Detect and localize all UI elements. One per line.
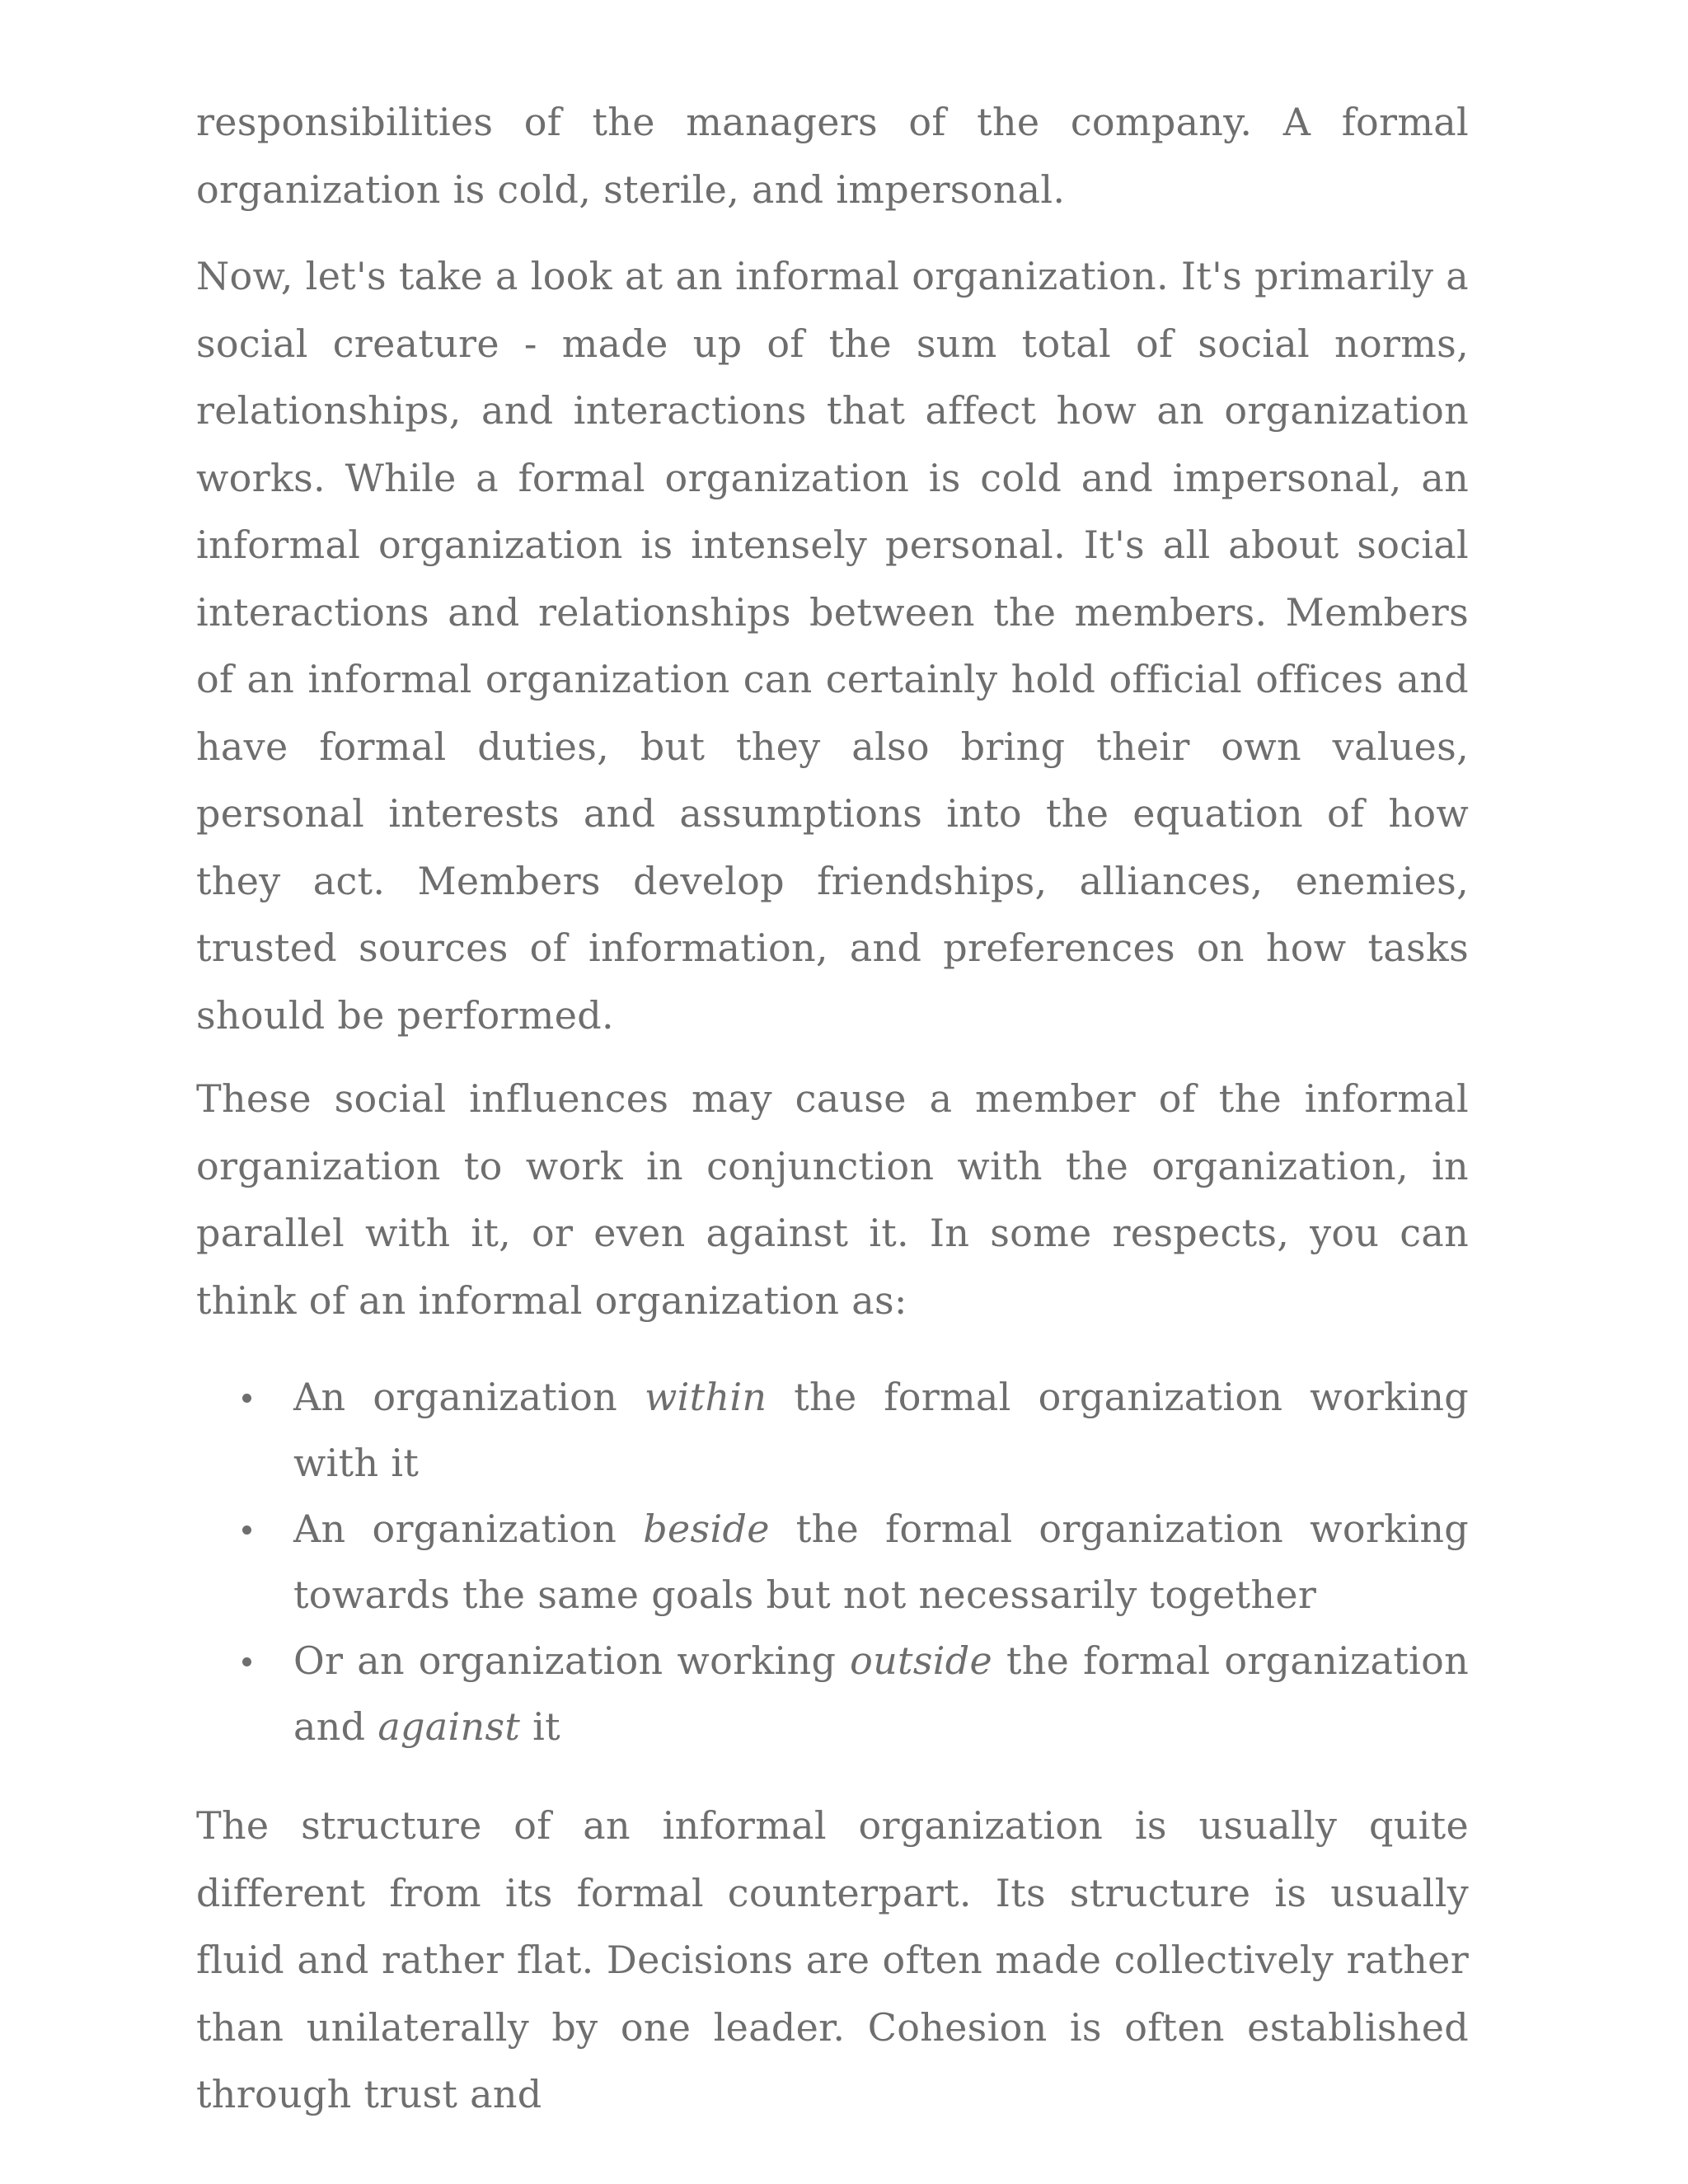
bullet-emphasis: beside — [643, 1507, 770, 1551]
bullet-text: it — [520, 1704, 560, 1749]
bullet-dot-icon — [242, 1526, 251, 1535]
bullet-emphasis: within — [644, 1375, 767, 1419]
bullet-emphasis: against — [377, 1704, 521, 1749]
bullet-item-within — [196, 1364, 1469, 1496]
document-page — [196, 89, 1469, 2145]
paragraph-formal-organization: responsibilities of the managers of the company. A formal organization is cold, sterile, and impersonal. — [196, 100, 1469, 212]
bullet-text: the formal organization and — [293, 1638, 1469, 1749]
bullet-item-beside — [196, 1496, 1469, 1628]
bullet-text: An organization — [293, 1375, 645, 1419]
bullet-item-outside — [196, 1628, 1469, 1760]
paragraph-social-influences: These social influences may cause a member of the informal organization to work in conjunction with the organization, in parallel with it, or even against it. In some respects, you can think of an informal organization as: — [196, 1076, 1469, 1323]
bullet-list — [196, 1364, 1469, 1760]
bullet-text: An organization — [293, 1507, 644, 1551]
bullet-text: the formal organization working with it — [293, 1375, 1469, 1485]
bullet-emphasis: outside — [850, 1638, 993, 1683]
bullet-text: the formal organization working towards the same goals but not necessarily together — [293, 1507, 1469, 1617]
paragraph-informal-organization: Now, let's take a look at an informal organization. It's primarily a social creature - made up of the sum total of social norms, relationships, and interactions that affect how an organization works. While a formal organization is cold and impersonal, an informal organization is intensely personal. It's all about social interactions and relationships between the members. Members of an informal organization can certainly hold official offices and have formal duties, but they also bring their own values, personal interests and assumptions into the equation of how they act. Members develop friendships, alliances, enemies, trusted sources of information, and preferences on how tasks should be performed. — [196, 254, 1469, 1038]
bullet-dot-icon — [242, 1394, 251, 1403]
bullet-text: Or an organization working — [293, 1638, 851, 1683]
bullet-dot-icon — [242, 1657, 251, 1666]
paragraph-informal-structure: The structure of an informal organization is usually quite different from its formal counterpart. Its structure is usually fluid and rather flat. Decisions are often made collectively rather than unilaterally by one leader. Cohesion is often established through trust and — [196, 1803, 1469, 2116]
